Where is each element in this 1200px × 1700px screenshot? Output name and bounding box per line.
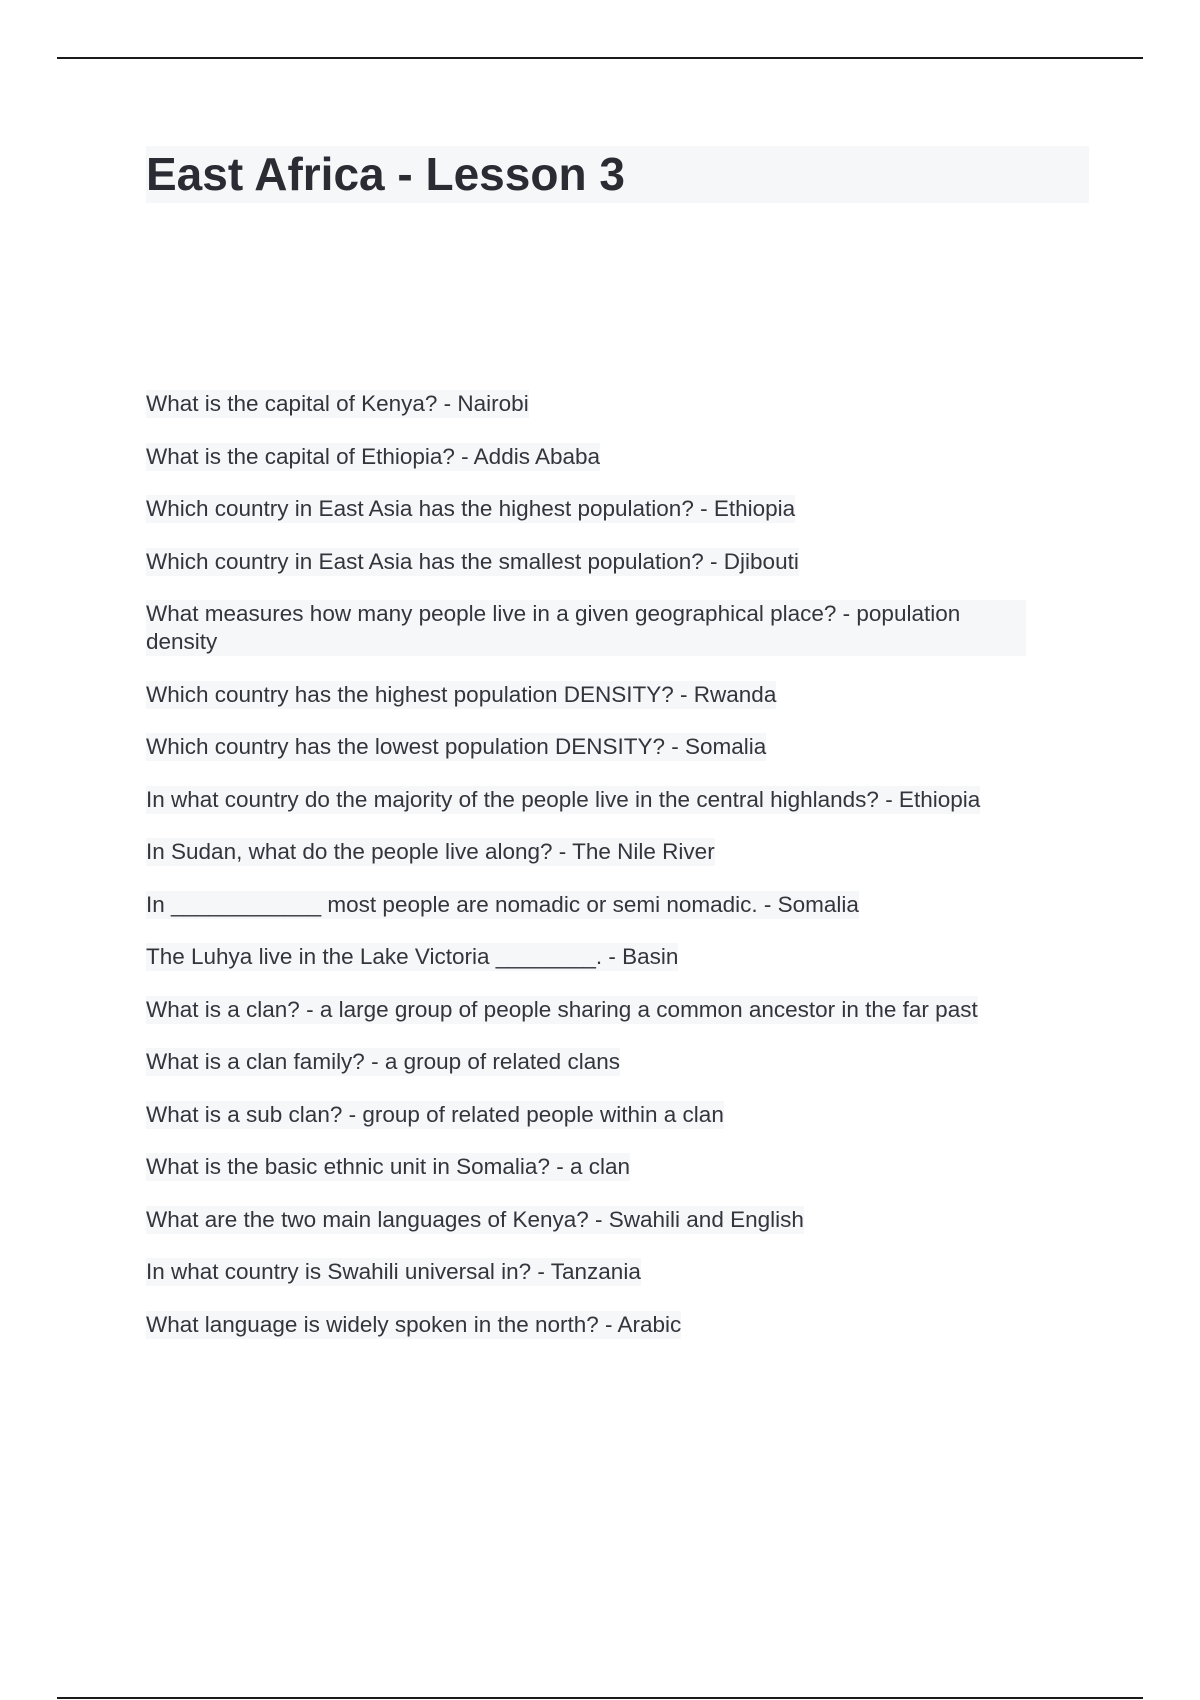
qa-item: What are the two main languages of Kenya? - Swahili and English	[146, 1206, 804, 1232]
qa-item: In what country is Swahili universal in? - Tanzania	[146, 1259, 641, 1284]
qa-item: Which country in East Asia has the highest population? - Ethiopia	[146, 496, 796, 521]
qa-item: What is the basic ethnic unit in Somalia? - a clan	[146, 1154, 630, 1179]
qa-item: What is a clan? - a large group of people sharing a common ancestor in the far past	[146, 996, 978, 1022]
top-rule	[57, 57, 1143, 59]
qa-list	[146, 390, 1066, 1363]
qa-item: Which country has the lowest population DENSITY? - Somalia	[146, 734, 767, 759]
qa-item: What language is widely spoken in the north? - Arabic	[146, 1311, 682, 1337]
page-title: East Africa - Lesson 3	[146, 148, 625, 200]
qa-item: In what country do the majority of the people live in the central highlands? - Ethiopia	[146, 786, 981, 812]
qa-item: What is a sub clan? - group of related people within a clan	[146, 1101, 724, 1127]
qa-item: What measures how many people live in a given geographical place? - population density	[146, 600, 1026, 656]
bottom-rule	[57, 1697, 1143, 1699]
qa-item: The Luhya live in the Lake Victoria ________. - Basin	[146, 944, 679, 969]
qa-item: Which country has the highest population DENSITY? - Rwanda	[146, 681, 777, 707]
qa-item: What is the capital of Ethiopia? - Addis Ababa	[146, 443, 601, 469]
qa-item: What is a clan family? - a group of related clans	[146, 1049, 620, 1074]
qa-item: In ____________ most people are nomadic or semi nomadic. - Somalia	[146, 891, 859, 917]
qa-item: What is the capital of Kenya? - Nairobi	[146, 391, 529, 416]
qa-item: In Sudan, what do the people live along? - The Nile River	[146, 839, 715, 864]
qa-item: Which country in East Asia has the smallest population? - Djibouti	[146, 548, 799, 574]
